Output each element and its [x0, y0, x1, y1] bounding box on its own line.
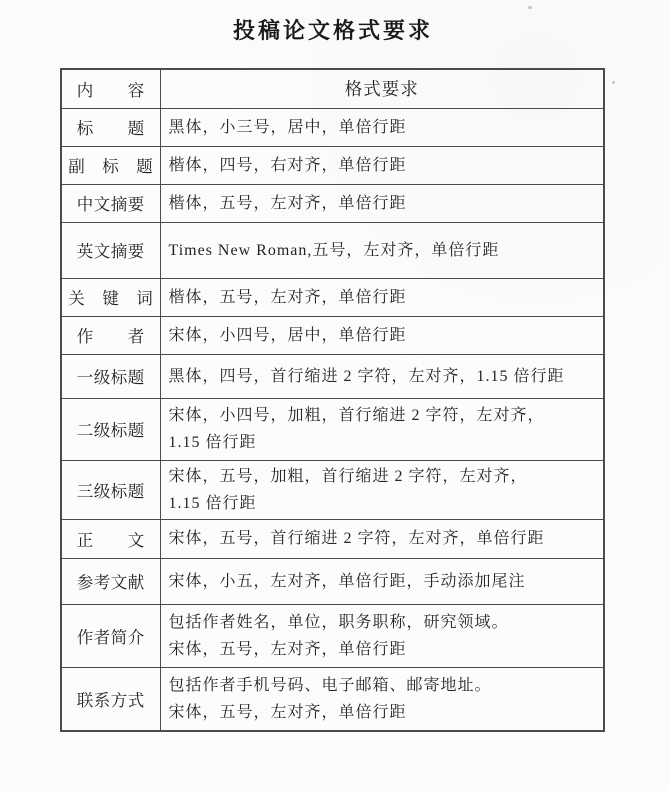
row-label: 参考文献	[61, 558, 160, 604]
format-text: 宋体，五号，左对齐，单倍行距	[168, 640, 407, 658]
format-text: 宋体，五号，加粗，首行缩进 2 字符，左对齐，	[168, 467, 528, 485]
row-format	[160, 146, 604, 184]
row-label: 标 题	[61, 108, 160, 146]
row-label: 中文摘要	[61, 184, 160, 222]
format-text: Times New Roman,五号，左对齐，单倍行距	[168, 241, 500, 259]
table-row-keywords	[61, 278, 604, 316]
format-text: 楷体，四号，右对齐，单倍行距	[168, 156, 407, 174]
table-row-heading-1	[61, 354, 604, 398]
table-row-body-text	[61, 519, 604, 558]
table-row-author-bio	[61, 604, 604, 667]
row-format	[160, 667, 604, 731]
format-text: 宋体，小四号，居中，单倍行距	[168, 326, 407, 344]
row-format	[160, 222, 604, 278]
header-cell-content: 内 容	[61, 69, 160, 108]
row-format	[160, 278, 604, 316]
row-label: 作者简介	[61, 604, 160, 667]
scan-speck	[528, 6, 532, 9]
format-text: 宋体，小四号，加粗，首行缩进 2 字符，左对齐，	[168, 407, 545, 424]
row-format	[160, 108, 604, 146]
table-row-chinese-abstract	[61, 184, 604, 222]
row-label: 英文摘要	[61, 222, 160, 278]
row-label: 副 标 题	[61, 146, 160, 184]
row-label: 正 文	[61, 519, 160, 558]
row-format	[160, 604, 604, 667]
row-format	[160, 398, 604, 460]
table-header-row	[61, 69, 604, 108]
row-format	[160, 184, 604, 222]
format-requirements-table	[60, 68, 605, 732]
scan-speck	[612, 81, 615, 84]
format-text: 包括作者手机号码、电子邮箱、邮寄地址。	[168, 676, 492, 694]
row-format	[160, 316, 604, 354]
table-row-english-abstract	[61, 222, 604, 278]
table-row-subtitle	[61, 146, 604, 184]
row-label: 三级标题	[61, 460, 160, 519]
format-text: 黑体，四号，首行缩进 2 字符，左对齐，1.15 倍行距	[168, 367, 565, 385]
row-format	[160, 354, 604, 398]
table-row-heading-3	[61, 460, 604, 519]
format-text: 黑体，小三号，居中，单倍行距	[168, 118, 407, 136]
row-format	[160, 519, 604, 558]
row-format	[160, 558, 604, 604]
format-text: 1.15 倍行距	[168, 434, 257, 451]
table-row-author	[61, 316, 604, 354]
row-label: 联系方式	[61, 667, 160, 731]
row-label: 关 键 词	[61, 278, 160, 316]
row-label: 二级标题	[61, 398, 160, 460]
document-title: 投稿论文格式要求	[232, 18, 433, 43]
format-text: 宋体，五号，左对齐，单倍行距	[168, 703, 407, 721]
table-row-contact-info	[61, 667, 604, 731]
header-cell-format: 格式要求	[160, 69, 604, 108]
format-text: 楷体，五号，左对齐，单倍行距	[168, 288, 407, 306]
row-label: 一级标题	[61, 354, 160, 398]
format-text: 宋体，小五，左对齐，单倍行距，手动添加尾注	[168, 572, 526, 590]
format-text: 1.15 倍行距	[168, 494, 257, 512]
table-row-title	[61, 108, 604, 146]
table-row-references	[61, 558, 604, 604]
format-text: 包括作者姓名，单位，职务职称，研究领域。	[168, 613, 509, 631]
table-row-heading-2	[61, 398, 604, 460]
format-text: 楷体，五号，左对齐，单倍行距	[168, 194, 407, 212]
row-label: 作 者	[61, 316, 160, 354]
row-format	[160, 460, 604, 519]
format-text: 宋体，五号，首行缩进 2 字符，左对齐，单倍行距	[168, 530, 545, 547]
